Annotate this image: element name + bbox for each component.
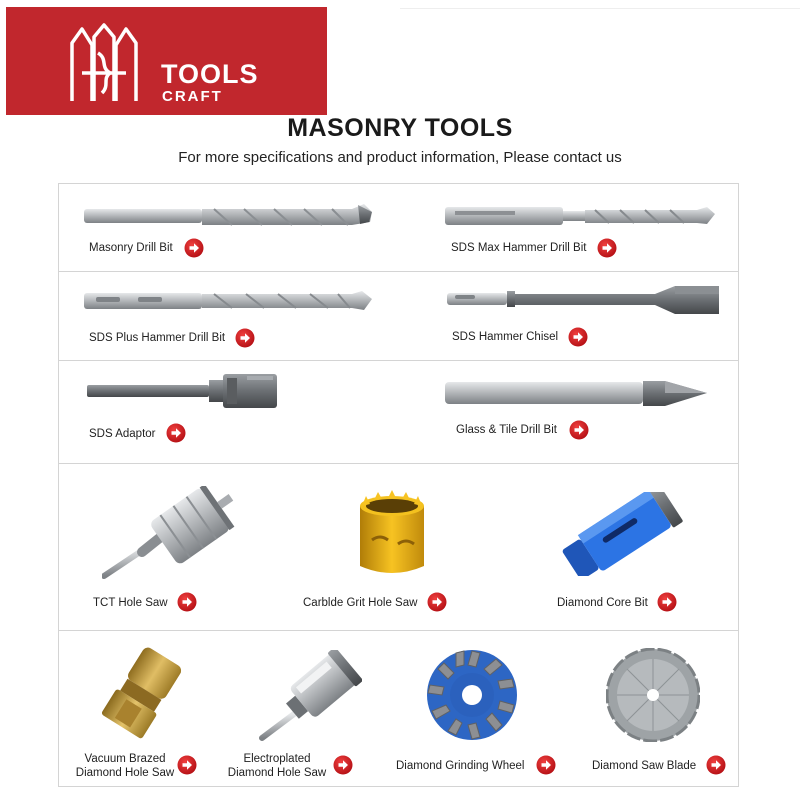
- arrow-right-icon[interactable]: [427, 592, 447, 612]
- sds-adaptor-icon: [87, 372, 283, 412]
- diamond-grinding-wheel-icon: [426, 649, 518, 741]
- arrow-right-icon[interactable]: [536, 755, 556, 775]
- page-subtitle: For more specifications and product information, Please contact us: [178, 149, 622, 166]
- brand-name-line1: TOOLS: [161, 59, 259, 89]
- arrow-right-icon[interactable]: [333, 755, 353, 775]
- product-label: SDS Max Hammer Drill Bit: [451, 242, 587, 254]
- page-title: MASONRY TOOLS: [287, 114, 513, 142]
- product-label: SDS Hammer Chisel: [452, 331, 559, 343]
- product-label-line2: Diamond Hole Saw: [75, 767, 175, 779]
- electroplated-hole-saw-icon: [258, 650, 362, 742]
- masonry-drill-bit-icon: [84, 200, 380, 234]
- row-divider: [58, 271, 739, 272]
- arrow-right-icon[interactable]: [657, 592, 677, 612]
- top-divider: [400, 8, 800, 9]
- product-label: SDS Plus Hammer Drill Bit: [89, 332, 226, 344]
- product-label: TCT Hole Saw: [93, 597, 168, 609]
- sds-max-drill-bit-icon: [445, 204, 717, 230]
- arrow-right-icon[interactable]: [569, 420, 589, 440]
- row-divider: [58, 360, 739, 361]
- arrow-right-icon[interactable]: [184, 238, 204, 258]
- tools-craft-logo-icon: [68, 23, 140, 103]
- arrow-right-icon[interactable]: [177, 755, 197, 775]
- diamond-saw-blade-icon: [606, 648, 700, 742]
- tct-hole-saw-icon: [102, 486, 238, 580]
- glass-tile-drill-bit-icon: [445, 378, 709, 410]
- arrow-right-icon[interactable]: [568, 327, 588, 347]
- arrow-right-icon[interactable]: [235, 328, 255, 348]
- product-label-line1: Electroplated: [243, 753, 311, 765]
- arrow-right-icon[interactable]: [597, 238, 617, 258]
- product-label: Diamond Grinding Wheel: [396, 760, 525, 772]
- sds-plus-drill-bit-icon: [84, 288, 374, 316]
- product-label: Carblde Grit Hole Saw: [303, 597, 418, 609]
- row-divider: [58, 630, 739, 631]
- brand-name-line2: CRAFT: [162, 88, 223, 105]
- product-label: SDS Adaptor: [89, 428, 156, 440]
- brand-logo: [6, 7, 327, 115]
- product-label: Diamond Core Bit: [557, 597, 648, 609]
- product-label: Glass & Tile Drill Bit: [456, 424, 557, 436]
- product-label-line1: Vacuum Brazed: [84, 753, 166, 765]
- vacuum-brazed-hole-saw-icon: [98, 646, 184, 740]
- product-label: Masonry Drill Bit: [89, 242, 173, 254]
- product-label-line2: Diamond Hole Saw: [227, 767, 327, 779]
- carbide-grit-hole-saw-icon: [354, 488, 430, 580]
- sds-hammer-chisel-icon: [447, 282, 719, 318]
- diamond-core-bit-icon: [552, 492, 688, 576]
- product-label: Diamond Saw Blade: [592, 760, 697, 772]
- arrow-right-icon[interactable]: [706, 755, 726, 775]
- row-divider: [58, 463, 739, 464]
- arrow-right-icon[interactable]: [166, 423, 186, 443]
- arrow-right-icon[interactable]: [177, 592, 197, 612]
